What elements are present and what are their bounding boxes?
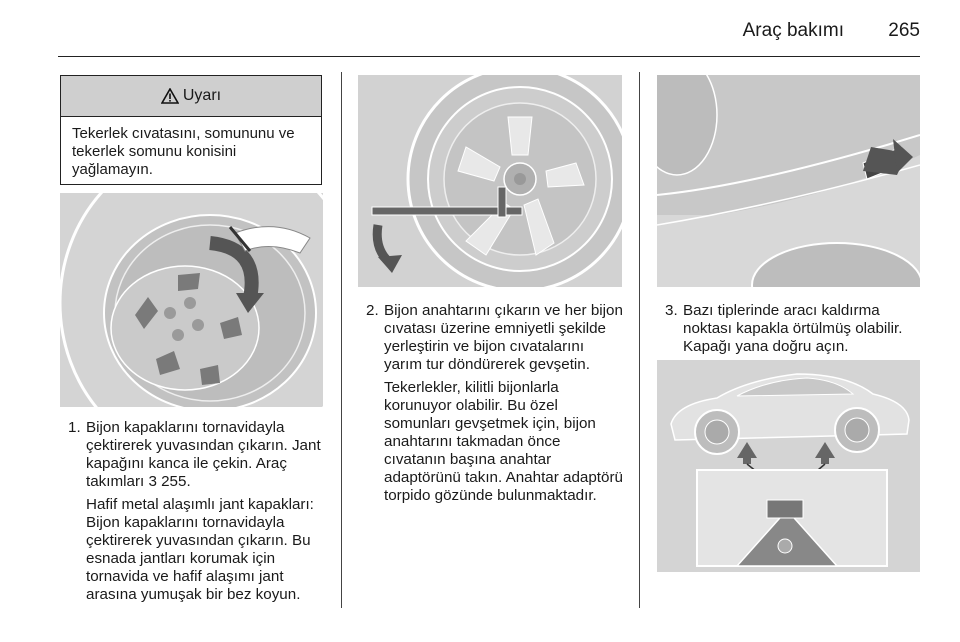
step-3: [665, 302, 927, 356]
warning-text: Tekerlek cıvatasını, somununu ve tekerlek somunu konisini yağlamayın.: [72, 125, 295, 178]
jacking-point-drawing: [657, 360, 920, 572]
section-title: Araç bakımı: [742, 20, 844, 41]
warning-header: [61, 76, 321, 117]
warning-box: [60, 75, 322, 185]
step-paragraph: Bazı tiplerinde aracı kaldırma noktası kapakla örtülmüş olabilir. Kapağı yana doğru açın.: [683, 302, 903, 355]
page-header: [0, 0, 960, 60]
wheel-wrench-illustration: [358, 75, 622, 287]
column-divider-2: [639, 72, 640, 608]
wheel-cover-drawing: [60, 193, 323, 407]
column-divider-1: [341, 72, 342, 608]
step-number: 2.: [366, 302, 379, 319]
warning-triangle-icon: [161, 88, 179, 104]
warning-title: Uyarı: [182, 87, 222, 104]
underbody-cover-illustration: [657, 75, 920, 287]
step-paragraph: Bijon anahtarını çıkarın ve her bijon cıvatası üzerine emniyetli şekilde yerleştirin ve bijon cıvatalarını yarım tur döndürerek gevşetin.: [384, 302, 623, 373]
step-number: 3.: [665, 302, 678, 319]
wheel-cover-illustration: [60, 193, 323, 407]
step-paragraph: Bijon kapaklarını tornavidayla çektirerek yuvasından çıkarın. Jant kapağını kanca ile çekin. Araç takımları 3 255.: [86, 419, 321, 490]
jacking-point-illustration: [657, 360, 920, 572]
step-2: [366, 302, 626, 505]
step-number: 1.: [68, 419, 81, 436]
step-paragraph: Tekerlekler, kilitli bijonlarla korunuyor olabilir. Bu özel somunları gevşetmek için, bijon anahtarını takmadan önce cıvatanın başına anahtar adaptörünü takın. Anahtar adaptörü torpido gözünde bulunmaktadır.: [384, 379, 623, 504]
header-rule: [58, 56, 920, 57]
page-number: 265: [888, 20, 920, 41]
underbody-cover-drawing: [657, 75, 920, 287]
step-1: [68, 419, 330, 604]
step-paragraph: Hafif metal alaşımlı jant kapakları: Bijon kapaklarını tornavidayla çektirerek yuvasından çıkarın. Bu esnada jantları korumak için tornavida ve hafif alaşımı jant arasına yumuşak bir bez koyun.: [86, 496, 314, 603]
wheel-wrench-drawing: [358, 75, 622, 287]
